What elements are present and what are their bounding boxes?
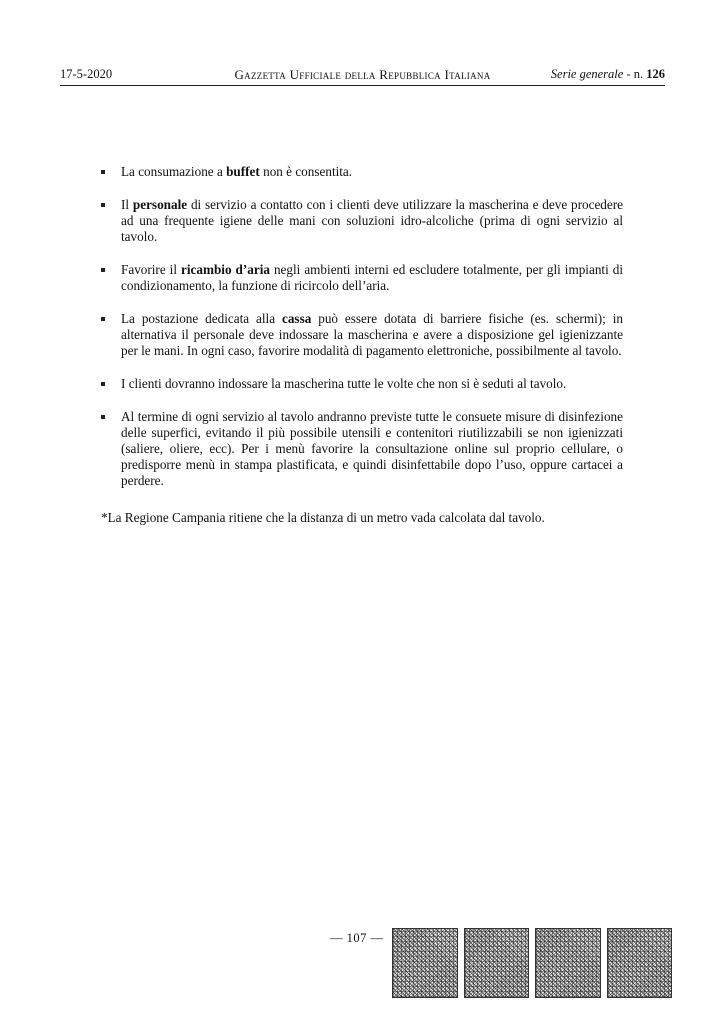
bold-term: buffet [226,164,260,179]
bullet-square-icon [101,317,105,321]
footnote: *La Regione Campania ritiene che la distanza di un metro vada calcolata dal tavolo. [101,510,545,525]
bullet-square-icon [101,382,105,386]
page-header [60,64,665,84]
item-text: non è consentita. [259,164,353,179]
datamatrix-block [607,928,673,998]
item-text: La postazione dedicata alla [121,311,282,326]
bullet-square-icon [101,203,105,207]
list-item [101,197,623,245]
item-text: La consumazione a [121,164,227,179]
item-text: di servizio a contatto con i clienti deve utilizzare la mascherina e deve procedere ad una frequente igiene delle mani con soluzioni idro-alcoliche (prima di ogni servizio al tavolo. [121,197,623,244]
document-body [101,164,623,526]
list-item [101,164,623,180]
item-text: negli ambienti interni ed escludere totalmente, per gli impianti di condizionamento, la funzione di ricircolo dell’aria. [121,262,623,293]
datamatrix-code [392,928,672,998]
series-info [551,67,665,82]
series-separator: - n. [623,67,647,81]
item-text: Il [121,197,133,212]
publication-date: 17-5-2020 [60,67,113,81]
list-item [101,376,623,392]
item-text: Favorire il [121,262,181,277]
bullet-square-icon [101,170,105,174]
page-number: — 107 — [330,931,384,945]
datamatrix-block [392,928,458,998]
item-text: può essere dotata di barriere fisiche (es. schermi); in alternativa il personale deve indossare la mascherina e avere a disposizione gel igienizzante per le mani. In ogni caso, favorire modalità di pagamento elettroniche, possibilmente al tavolo. [121,311,623,358]
list-item [101,311,623,359]
bullet-square-icon [101,268,105,272]
bold-term: personale [132,197,188,212]
list-item [101,409,623,489]
item-text: I clienti dovranno indossare la mascherina tutte le volte che non si è seduti al tavolo. [121,376,567,391]
item-text: Al termine di ogni servizio al tavolo andranno previste tutte le consuete misure di disinfezione delle superfici, evitando il più possibile utensili e contenitori riutilizzabili se non igienizzati (saliere, oliere, ecc). Per i menù favorire la consultazione online sul proprio cellulare, o predisporre menù in stampa plastificata, e quindi disinfettabile dopo l’uso, oppure cartacei a perdere. [121,409,623,488]
issue-number: 126 [646,67,665,81]
header-divider [60,85,665,86]
bullet-list [101,164,623,489]
list-item [101,262,623,294]
series-label: Serie generale [550,67,624,81]
bold-term: ricambio d’aria [181,262,270,277]
journal-title: Gazzetta Ufficiale della Repubblica Italiana [234,67,491,82]
bold-term: cassa [281,311,312,326]
bullet-square-icon [101,415,105,419]
datamatrix-block [464,928,530,998]
datamatrix-block [535,928,601,998]
